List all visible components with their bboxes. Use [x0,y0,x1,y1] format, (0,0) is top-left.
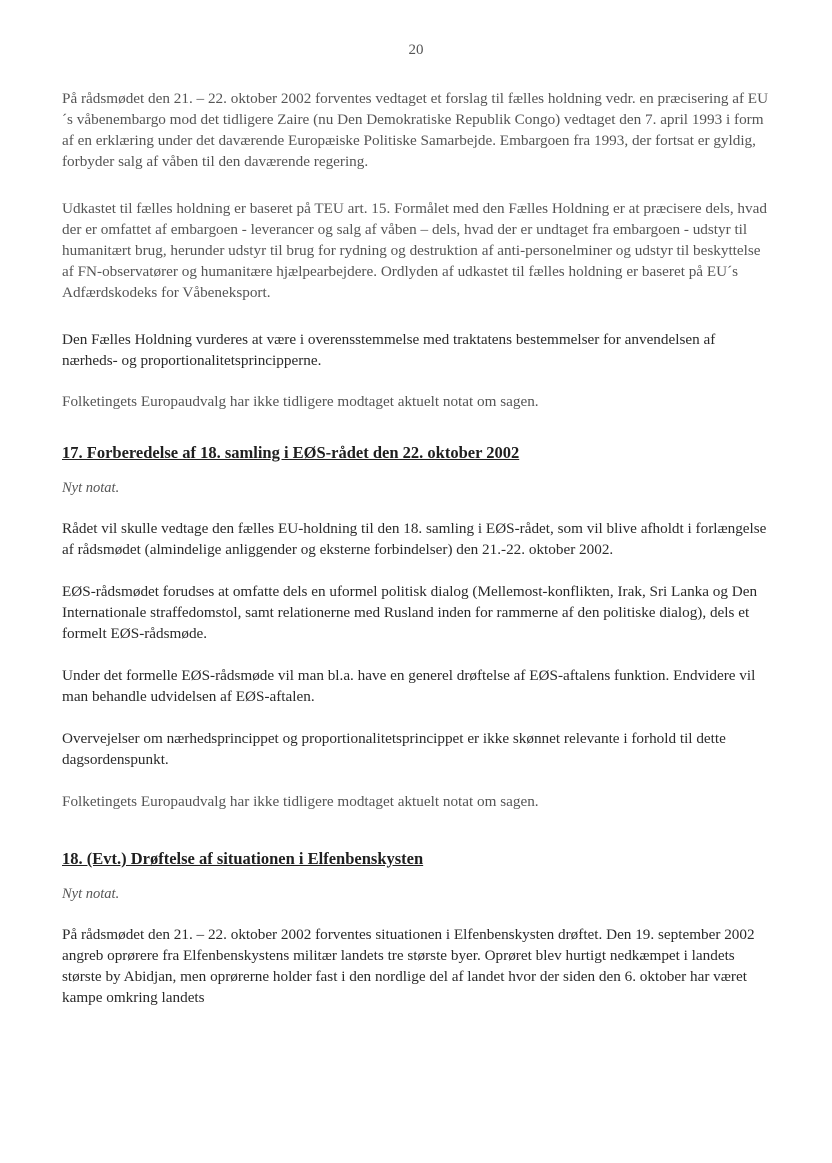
paragraph: På rådsmødet den 21. – 22. oktober 2002 forventes vedtaget et forslag til fælles holdning vedr. en præcisering af EU´s våbenembargo mod det tidligere Zaire (nu Den Demokratiske Republik Congo) vedtaget den 7. april 1993 i form af en erklæring under det daværende Europæiske Politiske Samarbejde. Embargoen fra 1993, der fortsat er gyldig, forbyder salg af våben til den daværende regering. [62,90,769,170]
paragraph: Rådet vil skulle vedtage den fælles EU-holdning til den 18. samling i EØS-rådet, som vil blive afholdt i forlængelse af rådsmødet (almindelige anliggender og eksterne forbindelser) den 21.-22. oktober 2002. [62,520,767,558]
section-note: Nyt notat. [62,480,120,496]
paragraph: Den Fælles Holdning vurderes at være i overensstemmelse med traktatens bestemmelser for anvendelsen af nærheds- og proportionalitetsprincipperne. [62,331,716,369]
page-number: 20 [408,42,424,58]
paragraph: Folketingets Europaudvalg har ikke tidligere modtaget aktuelt notat om sagen. [62,393,539,410]
section-note: Nyt notat. [62,886,120,902]
paragraph: På rådsmødet den 21. – 22. oktober 2002 forventes situationen i Elfenbenskysten drøftet. Den 19. september 2002 angreb oprørere fra Elfenbenskystens militær landets tre største byer. Oprøret blev hurtigt nedkæmpet i landets største by Abidjan, men oprørerne holder fast i den nordlige del af landet hvor der siden den 6. oktober har været kampe omkring landets [62,926,755,1006]
paragraph: Folketingets Europaudvalg har ikke tidligere modtaget aktuelt notat om sagen. [62,793,539,810]
section-heading-18: 18. (Evt.) Drøftelse af situationen i Elfenbenskysten [62,849,424,868]
paragraph: Udkastet til fælles holdning er baseret på TEU art. 15. Formålet med den Fælles Holdning er at præcisere dels, hvad der er omfattet af embargoen - leverancer og salg af våben – dels, hvad der er undtaget fra embargoen - udstyr til humanitært brug, herunder udstyr til brug for rydning og destruktion af anti-personelminer og udstyr til beskyttelse af FN-observatører og humanitære hjælpearbejdere. Ordlyden af udkastet til fælles holdning er baseret på EU´s Adfærdskodeks for Våbeneksport. [62,200,767,301]
paragraph: Overvejelser om nærhedsprincippet og proportionalitetsprincippet er ikke skønnet relevante i forhold til dette dagsordenspunkt. [62,730,726,768]
document-body [62,88,774,1008]
section-heading-17: 17. Forberedelse af 18. samling i EØS-rådet den 22. oktober 2002 [62,443,520,462]
paragraph: EØS-rådsmødet forudses at omfatte dels en uformel politisk dialog (Mellemost-konflikten, Irak, Sri Lanka og Den Internationale straffedomstol, samt relationerne med Rusland inden for rammerne af den politiske dialog), dels et formelt EØS-rådsmøde. [62,583,758,642]
paragraph: Under det formelle EØS-rådsmøde vil man bl.a. have en generel drøftelse af EØS-aftalens funktion. Endvidere vil man behandle udvidelsen af EØS-aftalen. [62,667,756,705]
